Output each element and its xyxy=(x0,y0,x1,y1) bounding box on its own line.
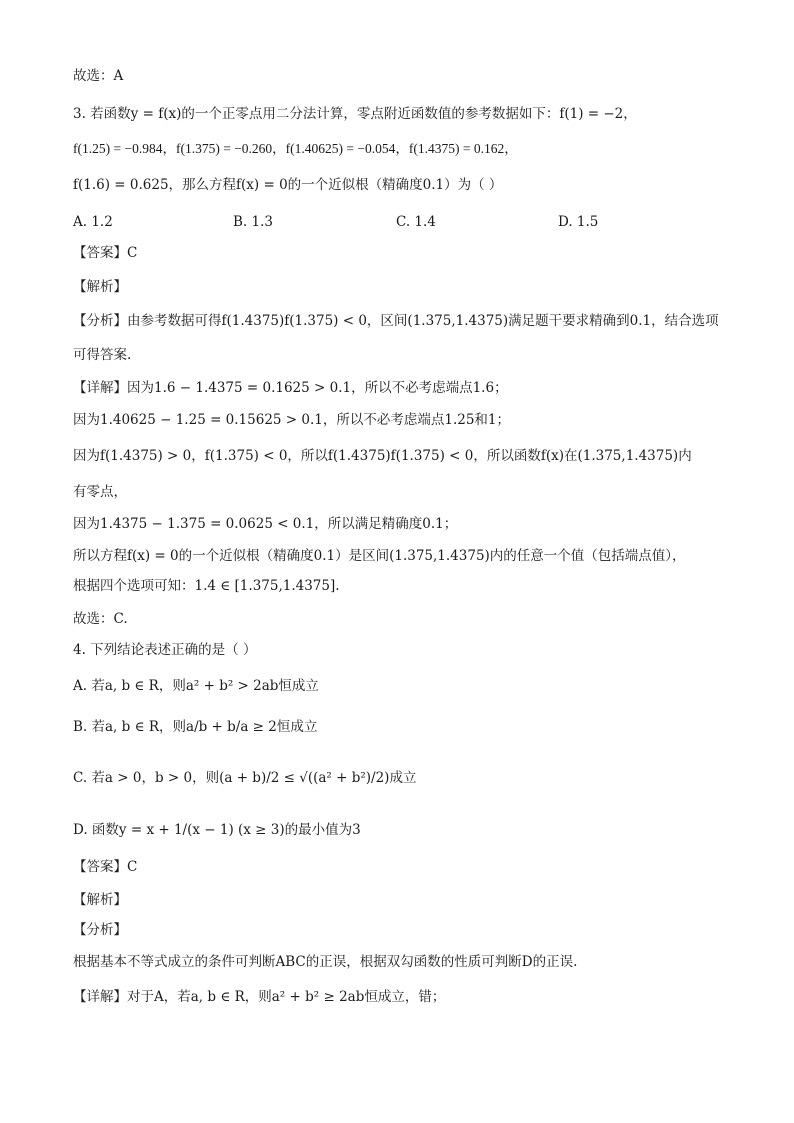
answer-choice-q2: 故选：A xyxy=(73,68,124,84)
detail-line-2: 因为1.40625 − 1.25 = 0.15625 > 0.1，所以不必考虑端点1.25和1； xyxy=(73,412,511,428)
detail-line-3: 因为f(1.4375) > 0，f(1.375) < 0，所以f(1.4375)f(1.375) < 0，所以函数f(x)在(1.375,1.4375)内 xyxy=(73,448,692,464)
answer-label-q3: 【答案】C xyxy=(73,245,138,261)
analysis-label-q4: 【解析】 xyxy=(73,892,127,908)
option-c: C. 1.4 xyxy=(396,214,436,230)
analysis-text-q4: 根据基本不等式成立的条件可判断ABC的正误，根据双勾函数的性质可判断D的正误. xyxy=(73,954,578,970)
analysis-label-q3: 【解析】 xyxy=(73,279,127,295)
option-b: B. 1.3 xyxy=(233,214,273,230)
question-4-option-c: C. 若a > 0，b > 0，则(a + b)/2 ≤ √((a² + b²)/2)成立 xyxy=(73,770,417,786)
analysis-text-q3: 【分析】由参考数据可得f(1.4375)f(1.375) < 0，区间(1.375,1.4375)满足题干要求精确到0.1，结合选项 xyxy=(73,313,719,329)
analysis-text-q3-cont: 可得答案. xyxy=(73,347,132,363)
analysis-heading-q4: 【分析】 xyxy=(73,922,127,938)
option-a: A. 1.2 xyxy=(73,214,113,230)
question-3-data-line-2: f(1.6) = 0.625，那么方程f(x) = 0的一个近似根（精确度0.1）为（ ） xyxy=(73,177,503,193)
question-4-option-a: A. 若a, b ∈ R，则a² + b² > 2ab恒成立 xyxy=(73,678,319,694)
detail-line-6: 根据四个选项可知：1.4 ∈ [1.375,1.4375]. xyxy=(73,578,340,594)
detail-line-4: 因为1.4375 − 1.375 = 0.0625 < 0.1，所以满足精确度0.1； xyxy=(73,516,458,532)
question-3-stem: 3. 若函数y = f(x)的一个正零点用二分法计算，零点附近函数值的参考数据如下：f(1) = −2， xyxy=(73,106,637,122)
question-3-data-line-1: f(1.25) = −0.984，f(1.375) = −0.260，f(1.40625) = −0.054，f(1.4375) = 0.162， xyxy=(73,141,518,156)
question-4-option-d: D. 函数y = x + 1/(x − 1) (x ≥ 3)的最小值为3 xyxy=(73,822,361,838)
detail-line-5: 所以方程f(x) = 0的一个近似根（精确度0.1）是区间(1.375,1.4375)内的任意一个值（包括端点值）， xyxy=(73,548,686,564)
answer-label-q4: 【答案】C xyxy=(73,859,138,875)
detail-line-3-cont: 有零点， xyxy=(73,484,127,500)
detail-line-q4-a: 【详解】对于A，若a, b ∈ R，则a² + b² ≥ 2ab恒成立，错； xyxy=(73,989,446,1005)
question-4-stem: 4. 下列结论表述正确的是（ ） xyxy=(73,642,257,658)
option-d: D. 1.5 xyxy=(558,214,599,230)
detail-line-1: 【详解】因为1.6 − 1.4375 = 0.1625 > 0.1，所以不必考虑端点1.6； xyxy=(73,380,508,396)
question-4-option-b: B. 若a, b ∈ R，则a/b + b/a ≥ 2恒成立 xyxy=(73,719,318,735)
answer-choice-q3: 故选：C. xyxy=(73,611,128,627)
